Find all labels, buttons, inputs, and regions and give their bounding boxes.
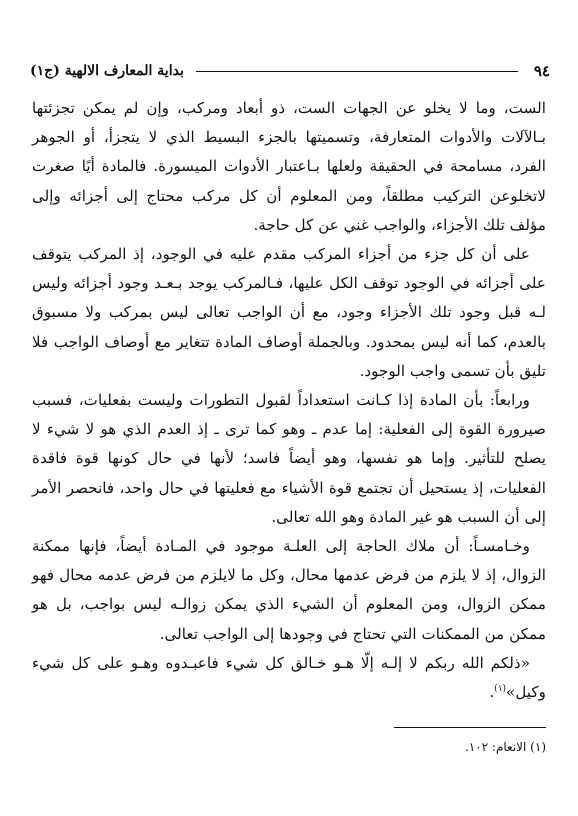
paragraph-4: وخـامسـاً: أن ملاك الحاجة إلى العلـة موجود في المـادة أيضاً، فإنها ممكنة الزوال، إذ لا يلزم من فرض عدمها محال، وكل ما لايلزم من فرض عدمه محال فهو ممكن الزوال، ومن المعلوم أن الشيء الذي يمكن زوالـه ليس بواجب، بل هو ممكن من الممكنات التي تحتاج في وجودها إلى الواجب تعالى.: [32, 537, 546, 643]
header-rule: [196, 71, 518, 72]
body-text: [32, 94, 546, 707]
footnote-rule: [394, 727, 546, 728]
page-header: [30, 60, 550, 82]
paragraph-3: ورابعاً: بأن المادة إذا كـانت استعداداً لقبول التطورات وليست بفعليات، فسبب صيرورة القوة إلى الفعلية: إما عدم ـ وهو كما ترى ـ إذ العدم الذي هو لا شيء لا يصلح للتأثير. وإما هو نفسها، وهو أيضاً فاسد؛ لأنها في حال كونها قوة فاقدة الفعليات، إذ يستحيل أن تجتمع قوة الأشياء مع فعليتها في حال واحد، فانحصر الأمر إلى أن السبب هو غير المادة وهو الله تعالى.: [32, 391, 546, 526]
footnote-ref: (١): [494, 684, 507, 694]
paragraph-1: الست، وما لا يخلو عن الجهات الست، ذو أبعاد ومركب، وإن لم يمكن تجزئتها بـالآلات والأدوات المتعارفة، وتسميتها بالجزء البسيط الذي لا يتجزأ، أو الجوهر الفرد، مسامحة في الحقيقة ولعلها بـاعتبار الأدوات الميسورة. فالمادة أيًا صغرت لاتخلوعن التركيب مطلقاً، ومن المعلوم أن كل مركب محتاج إلى أجزائه وإلى مؤلف تلك الأجزاء، والواجب غني عن كل حاجة.: [32, 99, 546, 234]
page-number: ٩٤: [533, 62, 550, 80]
quran-quote: «ذلكم الله ربكم لا إلـه إلّا هـو خـالق كل شيء فاعبـدوه وهـو على كل شيء وكيل»: [32, 653, 546, 702]
quote-end-period: .: [489, 683, 495, 702]
book-title: بداية المعارف الالهية (ج١): [30, 63, 184, 79]
paragraph-5-quote: [32, 649, 546, 707]
paragraph-2: على أن كل جزء من أجزاء المركب مقدم عليه في الوجود، إذ المركب يتوقف على أجزائه في الوجود توقف الكل عليها، فـالمركب يوجد بـعـد وجود أجزائه وليس لـه قبل وجود تلك الأجزاء وجود، مع أن الواجب تعالى ليس بمركب ولا مسبوق بالعدم، كما أنه ليس بمحدود. وبالجملة أوصاف المادة تتغاير مع أوصاف الواجب فلا تليق بأن تسمى واجب الوجود.: [32, 245, 546, 380]
footnote: (١) الانعام: ١٠٢.: [464, 740, 546, 754]
